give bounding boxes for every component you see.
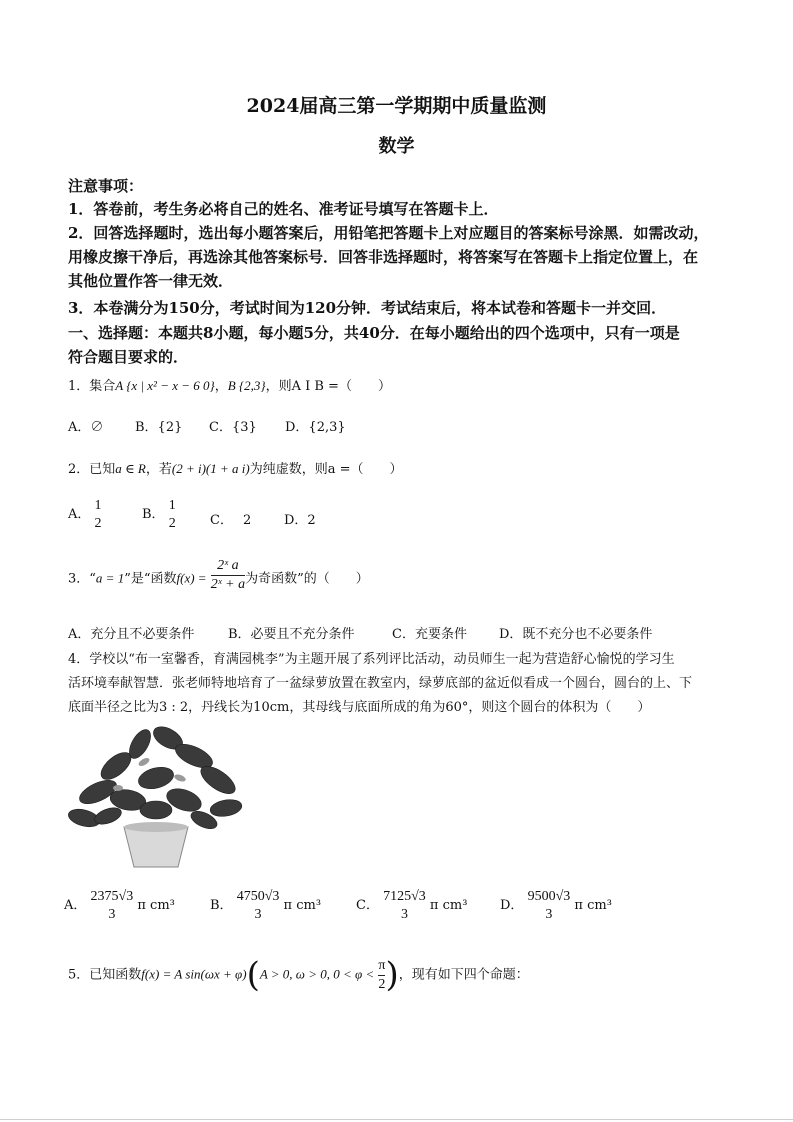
fraction-denominator: 2 [94,515,102,531]
question-1-option-a: A．∅ [68,420,104,435]
question-3-suffix: 为奇函数”的（ ） [245,571,369,587]
question-3-fraction [211,557,245,593]
question-1-set-a: A {x | x² − x − 6 0} [115,378,215,393]
fraction-numerator: π [378,958,386,973]
option-fraction [383,888,426,923]
fraction-numerator: 1 [168,498,176,513]
question-2-option-c-label: C． [210,513,233,528]
question-1-prefix: 1．集合 [68,379,116,394]
fraction-denominator: 3 [254,906,262,922]
question-2-mid: ，若 [145,462,172,477]
question-3-prefix: 3．“ [68,571,96,587]
question-4-option-b [210,888,321,923]
exam-title: 2024届高三第一学期期中质量监测 [246,95,547,117]
question-3-stem [68,558,369,597]
question-3-option-a: A．充分且不必要条件 [68,627,195,642]
notice-item-2-line-2: 用橡皮擦干净后，再选涂其他答案标号．回答非选择题时，将答案写在答题卡上指定位置上，在 [68,248,699,266]
question-1-set-b: B {2,3} [227,378,266,393]
question-5-stem [68,955,529,995]
close-paren: ) [385,955,399,995]
option-label: B． [210,898,233,913]
fraction-denominator: 2 [168,515,176,531]
question-4-line-1: 4．学校以“布一室馨香，育满园桃李”为主题开展了系列评比活动，动员师生一起为营造舒心愉悦的学习生 [68,652,675,667]
option-unit: π cm³ [283,898,322,913]
fraction-denominator: 3 [400,906,408,922]
option-label: A． [64,898,87,913]
option-unit: π cm³ [137,898,175,913]
question-1-option-c: C．{3} [209,420,257,435]
question-1-suffix: ，则A I B =（ ） [265,379,391,394]
question-4-option-a [64,888,175,923]
question-3-option-d: D．既不充分也不必要条件 [499,627,653,642]
question-2-option-a [68,497,102,532]
question-2-option-b-fraction [169,497,176,532]
notice-item-2-line-1: 2．回答选择题时，选出每小题答案后，用铅笔把答题卡上对应题目的答案标号涂黑．如需改动， [68,224,709,242]
option-unit: π cm³ [574,898,612,913]
question-3-function: f(x) = [176,570,207,586]
question-4-option-d [500,888,612,923]
option-label: C． [356,898,379,913]
page-bottom-rule [0,1119,793,1120]
exam-subject: 数学 [378,136,415,157]
question-2-expression: (2 + i)(1 + a i) [171,461,250,476]
notice-heading: 注意事项： [68,177,144,195]
question-2-suffix: 为纯虚数，则a =（ ） [249,462,403,477]
option-fraction [528,888,571,923]
fraction-denominator: 2ˣ + a [210,576,246,592]
question-2-option-d: D．2 [284,513,316,528]
option-unit: π cm³ [429,898,468,913]
fraction-numerator: 4750√3 [236,889,280,904]
fraction-denominator: 2 [378,976,386,992]
option-fraction [91,888,134,923]
fraction-denominator: 3 [545,906,553,922]
question-5-prefix: 5．已知函数 [68,967,142,983]
option-label: D． [500,898,524,913]
fraction-numerator: 2ˣ a [217,558,239,573]
question-3-mid: ”是“函数 [124,571,177,587]
pothos-plant-image [68,722,244,870]
question-1-option-d: D．{2,3} [285,420,346,435]
question-3-option-c: C．充要条件 [392,627,467,642]
open-paren: ( [246,955,260,995]
question-2-stem [68,458,403,477]
fraction-numerator: 7125√3 [383,889,426,904]
question-3-option-b: B．必要且不充分条件 [228,627,355,642]
notice-item-1: 1．答卷前，考生务必将自己的姓名、准考证号填写在答题卡上． [68,200,499,218]
section-1-line-2: 符合题目要求的． [68,348,189,366]
fraction-numerator: 1 [94,498,102,513]
question-4-option-c [356,888,467,923]
section-1-line-1: 一、选择题：本题共8小题，每小题5分，共40分．在每小题给出的四个选项中，只有一项是 [68,324,680,342]
fraction-numerator: 9500√3 [527,889,571,904]
question-2-option-b [142,497,176,532]
question-5-condition: A > 0, ω > 0, 0 < φ < [259,966,375,982]
option-fraction [237,888,280,923]
question-1-option-b: B．{2} [135,420,183,435]
question-5-suffix: ，现有如下四个命题： [398,967,529,983]
question-2-condition: a ∈ R [115,461,146,476]
notice-item-3: 3．本卷满分为150分，考试时间为120分钟．考试结束后，将本试卷和答题卡一并交回． [68,299,667,317]
fraction-denominator: 3 [108,906,116,922]
question-2-option-a-fraction [95,497,102,532]
notice-item-2-line-3: 其他位置作答一律无效． [68,272,234,290]
question-1-stem: 1．集合A {x | x² − x − 6 0}，B {2,3}，则A I B =（ ） [68,378,391,394]
question-5-function: f(x) = A sin(ωx + φ) [141,966,247,982]
question-2-option-c-value: 2 [242,513,252,528]
question-3-condition: a = 1 [95,570,125,586]
question-2-option-b-label: B． [142,507,165,522]
question-4-line-2: 活环境奉献智慧．张老师特地培育了一盆绿萝放置在教室内，绿萝底部的盆近似看成一个圆台，圆台的上、下 [68,676,693,691]
question-2-option-a-label: A． [68,507,91,522]
question-2-option-c [210,509,251,528]
pothos-plant-illustration [68,722,244,870]
question-4-line-3: 底面半径之比为3 : 2，丹线长为10cm，其母线与底面所成的角为60°，则这个圆台的体积为（ ） [68,700,651,715]
question-2-prefix: 2．已知 [68,462,116,477]
fraction-numerator: 2375√3 [90,889,134,904]
